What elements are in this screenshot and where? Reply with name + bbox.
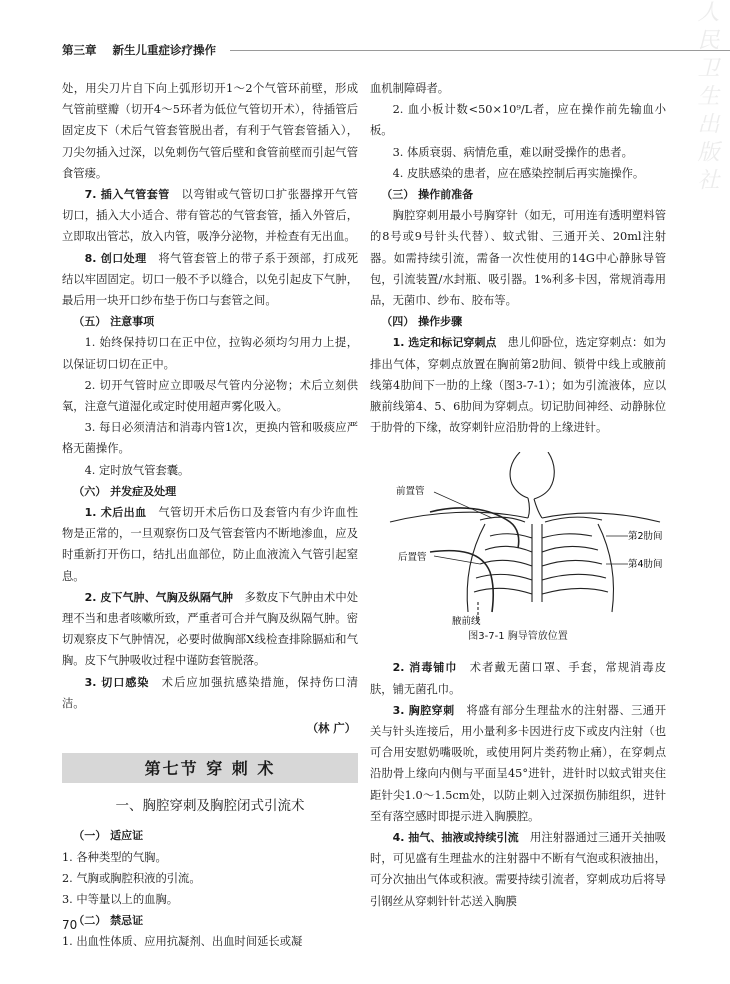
chest-tube-illustration [370, 452, 666, 627]
label-front-tube: 前置管 [396, 486, 425, 498]
precaution-3: 3. 每日必须清洁和消毒内管1次，更换内管和吸痰应严格无菌操作。 [62, 421, 358, 456]
step-7-text: 以弯钳或气管切口扩张器撑开气管切口，插入大小适合、带有管芯的气管套管，插入外管后，立即取出管芯，放入内管，吸净分泌物，并检查有无出血。 [62, 188, 358, 244]
step-8-heading: 8. 创口处理 [84, 251, 147, 265]
heading-precautions: （五） 注意事项 [73, 315, 155, 329]
procedure-step-4 [370, 827, 666, 912]
header-rule [230, 50, 730, 51]
preparation-text: 胸腔穿刺用最小号胸穿针（如无，可用连有透明塑料管的8号或9号针头代替）、蚊式钳、三通开关、20ml注射器。如需持续引流，需备一次性使用的14G中心静脉导管包，引流装置/水封瓶、吸引器。1%利多卡因，常规消毒用品，无菌巾、纱布、胶布等。 [370, 209, 666, 308]
contraindication-4: 4. 皮肤感染的患者，应在感染控制后再实施操作。 [392, 166, 645, 180]
procedure-step-2-text: 术者戴无菌口罩、手套，常规消毒皮肤，铺无菌孔巾。 [370, 661, 666, 696]
paragraph-continued: 处，用尖刀片自下向上弧形切开1～2个气管环前壁，形成气管前壁瓣（切开4～5环者为低位气管切开术），待插管后固定皮下（术后气管套管脱出者，有利于气管套管插入），刀尖勿插入过深，以免刺伤气管后壁和食管前壁而引起气管食管瘘。 [62, 82, 358, 180]
page-number: 70 [62, 918, 78, 932]
step-8 [62, 248, 358, 312]
chapter-title: 新生儿重症诊疗操作 [112, 43, 216, 57]
step-8-text: 将气管套管上的带子系于颈部，打成死结以牢固固定。切口一般不予以缝合，以免引起皮下气肿，最后用一块开口纱布垫于伤口与套管之间。 [62, 251, 358, 308]
indication-2: 2. 气胸或胸腔积液的引流。 [62, 871, 201, 885]
contraindication-1-cont: 血机制障碍者。 [370, 82, 450, 95]
indication-3: 3. 中等量以上的血胸。 [62, 892, 179, 906]
procedure-step-4-heading: 4. 抽气、抽液或持续引流 [392, 831, 519, 845]
complication-1-text: 气管切开术后伤口及套管内有少许血性物是正常的，一旦观察伤口及气管套管内不断地渗血，应及时重新打开伤口，结扎出血部位，防止血液流入气管引起窒息。 [62, 506, 358, 583]
procedure-step-2 [370, 657, 666, 699]
procedure-step-1-heading: 1. 选定和标记穿刺点 [392, 336, 497, 350]
label-rib-2: 第2肋间 [628, 531, 663, 543]
heading-contraindications: （二） 禁忌证 [73, 914, 144, 928]
procedure-step-1 [370, 332, 666, 438]
watermark: 人民卫生出版社 [694, 0, 719, 196]
contraindication-2: 2. 血小板计数<50×10⁹/L者，应在操作前先输血小板。 [370, 103, 666, 138]
procedure-step-3 [370, 700, 666, 827]
step-7-heading: 7. 插入气管套管 [84, 188, 170, 202]
chest-tube-figure [370, 452, 666, 627]
complication-3-text: 术后应加强抗感染措施，保持伤口清洁。 [62, 675, 358, 710]
label-axillary-line: 腋前线 [452, 616, 481, 628]
figure-caption: 图3-7-1 胸导管放位置 [468, 631, 568, 643]
heading-preparation: （三） 操作前准备 [381, 188, 474, 202]
heading-steps: （四） 操作步骤 [381, 315, 463, 329]
procedure-step-1-text: 患儿仰卧位，选定穿刺点：如为排出气体，穿刺点放置在胸前第2肋间、锁骨中线上或腋前线第4肋间下一肋的上缘（图3-7-1）；如为引流液体，应以腋前线第4、5、6肋间为穿刺点。切记肋间神经、动静脉位于肋骨的下缘，故穿刺针应沿肋骨的上缘进针。 [370, 336, 666, 435]
heading-indications: （一） 适应证 [73, 829, 144, 843]
precaution-4: 4. 定时放气管套囊。 [84, 463, 190, 477]
complication-1-heading: 1. 术后出血 [84, 506, 147, 520]
contraindication-3: 3. 体质衰弱、病情危重，难以耐受操作的患者。 [392, 145, 633, 159]
label-rib-4: 第4肋间 [628, 559, 663, 571]
complication-2-text: 多数皮下气肿由术中处理不当和患者咳嗽所致，严重者可合并气胸及纵隔气肿。密切观察皮下气肿情况，必要时做胸部X线检查排除膈疝和气胸。皮下气肿吸收过程中谨防套管脱落。 [62, 590, 358, 668]
subsection-title: 一、胸腔穿刺及胸腔闭式引流术 [115, 798, 305, 815]
complication-2 [62, 587, 358, 672]
precaution-1: 1. 始终保持切口在正中位，拉钩必须均匀用力上提，以保证切口切在正中。 [62, 336, 358, 371]
label-back-tube: 后置管 [398, 552, 427, 564]
complication-3-heading: 3. 切口感染 [84, 675, 150, 689]
procedure-step-3-heading: 3. 胸腔穿刺 [392, 703, 455, 717]
procedure-step-3-text: 将盛有部分生理盐水的注射器、三通开关与针头连接后，用小量利多卡因进行皮下或皮内注射（也可合用安慰奶嘴吸吮，或使用阿片类药物止痛），在穿刺点沿肋骨上缘向内侧与平面呈45°进针，进针时以蚊式钳夹住距针尖1.0～1.5cm处，以防止刺入过深损伤肺组织，进针至有落空感时即提示进入胸膜腔。 [370, 703, 666, 823]
indication-1: 1. 各种类型的气胸。 [62, 850, 167, 864]
chapter-number: 第三章 [62, 43, 97, 57]
procedure-step-4-text: 用注射器通过三通开关抽吸时，可见盛有生理盐水的注射器中不断有气泡或积液抽出，可分次抽出气体或积液。需要持续引流者，穿刺成功后将导引钢丝从穿刺针针芯送入胸膜 [370, 831, 666, 908]
procedure-step-2-heading: 2. 消毒铺巾 [392, 661, 458, 675]
left-column [62, 78, 358, 953]
heading-complications: （六） 并发症及处理 [73, 484, 177, 498]
complication-1 [62, 502, 358, 587]
section-title: 第七节 穿 刺 术 [62, 753, 358, 783]
right-column [370, 78, 666, 912]
contraindication-1: 1. 出血性体质、应用抗凝剂、出血时间延长或凝 [62, 935, 303, 949]
precaution-2: 2. 切开气管时应立即吸尽气管内分泌物；术后立刻供氧，注意气道湿化或定时使用超声雾化吸入。 [62, 378, 358, 414]
step-7 [62, 184, 358, 248]
complication-3 [62, 672, 358, 714]
author-signature: （林 广） [306, 722, 356, 736]
complication-2-heading: 2. 皮下气肿、气胸及纵隔气肿 [84, 590, 234, 604]
